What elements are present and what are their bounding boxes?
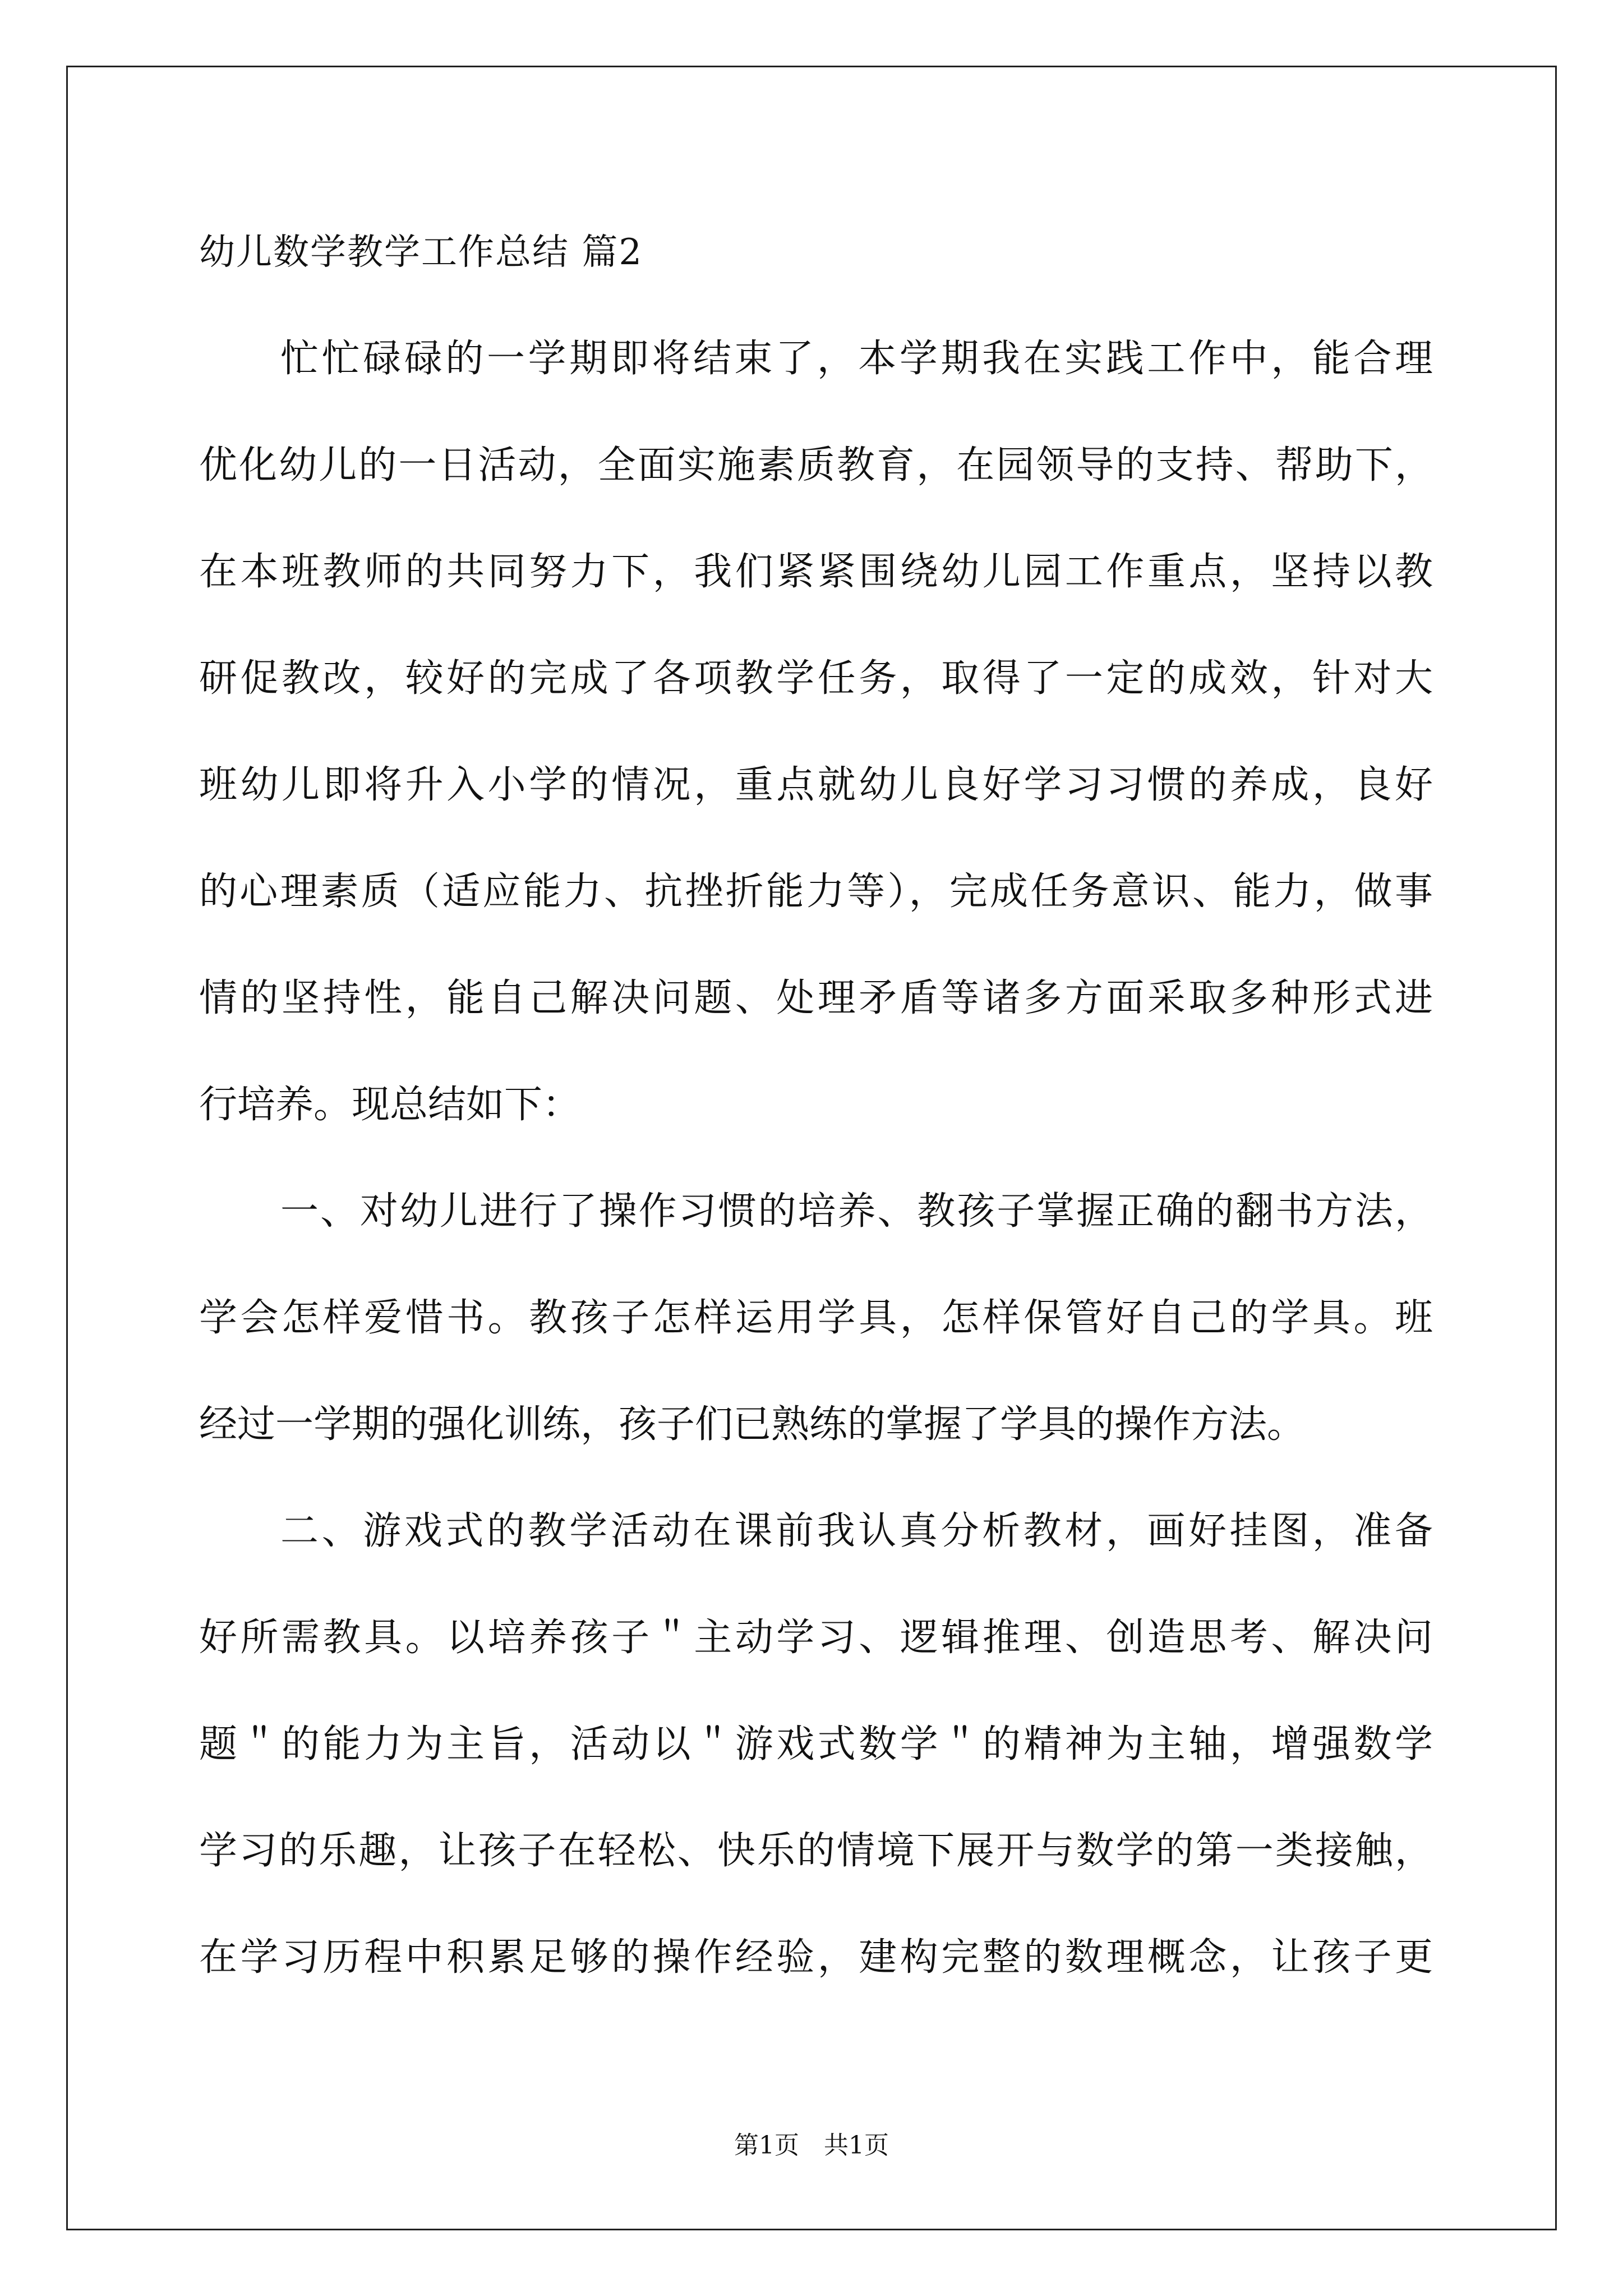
paragraph-1-line-8: 行培养。现总结如下： bbox=[199, 1083, 581, 1127]
paragraph-3-line-1: 二、游戏式的教学活动在课前我认真分析教材，画好挂图，准备 bbox=[280, 1509, 1433, 1553]
paragraph-1-line-1: 忙忙碌碌的一学期即将结束了，本学期我在实践工作中，能合理 bbox=[280, 337, 1433, 381]
page-number-footer: 第1页 共1页 bbox=[734, 2131, 889, 2160]
paragraph-1-line-7: 情的坚持性，能自己解决问题、处理矛盾等诸多方面采取多种形式进 bbox=[199, 976, 1433, 1020]
paragraph-3-line-3: 题＂的能力为主旨，活动以＂游戏式数学＂的精神为主轴，增强数学 bbox=[199, 1722, 1433, 1766]
paragraph-3-line-5: 在学习历程中积累足够的操作经验，建构完整的数理概念，让孩子更 bbox=[199, 1935, 1433, 1980]
paragraph-1-line-2: 优化幼儿的一日活动，全面实施素质教育，在园领导的支持、帮助下， bbox=[199, 443, 1433, 487]
paragraph-1-line-5: 班幼儿即将升入小学的情况，重点就幼儿良好学习习惯的养成，良好 bbox=[199, 763, 1433, 807]
paragraph-1-line-3: 在本班教师的共同努力下，我们紧紧围绕幼儿园工作重点，坚持以教 bbox=[199, 550, 1433, 594]
paragraph-1-line-6: 的心理素质（适应能力、抗挫折能力等），完成任务意识、能力，做事 bbox=[199, 869, 1433, 914]
paragraph-1-line-4: 研促教改，较好的完成了各项教学任务，取得了一定的成效，针对大 bbox=[199, 656, 1433, 701]
paragraph-2-line-1: 一、对幼儿进行了操作习惯的培养、教孩子掌握正确的翻书方法， bbox=[280, 1189, 1433, 1234]
paragraph-2-line-3: 经过一学期的强化训练，孩子们已熟练的掌握了学具的操作方法。 bbox=[199, 1402, 1306, 1447]
page-border bbox=[66, 66, 1557, 2230]
document-title: 幼儿数学教学工作总结 篇2 bbox=[199, 232, 643, 273]
paragraph-2-line-2: 学会怎样爱惜书。教孩子怎样运用学具，怎样保管好自己的学具。班 bbox=[199, 1296, 1433, 1340]
paragraph-3-line-2: 好所需教具。以培养孩子＂主动学习、逻辑推理、创造思考、解决问 bbox=[199, 1616, 1433, 1660]
paragraph-3-line-4: 学习的乐趣，让孩子在轻松、快乐的情境下展开与数学的第一类接触， bbox=[199, 1829, 1433, 1873]
